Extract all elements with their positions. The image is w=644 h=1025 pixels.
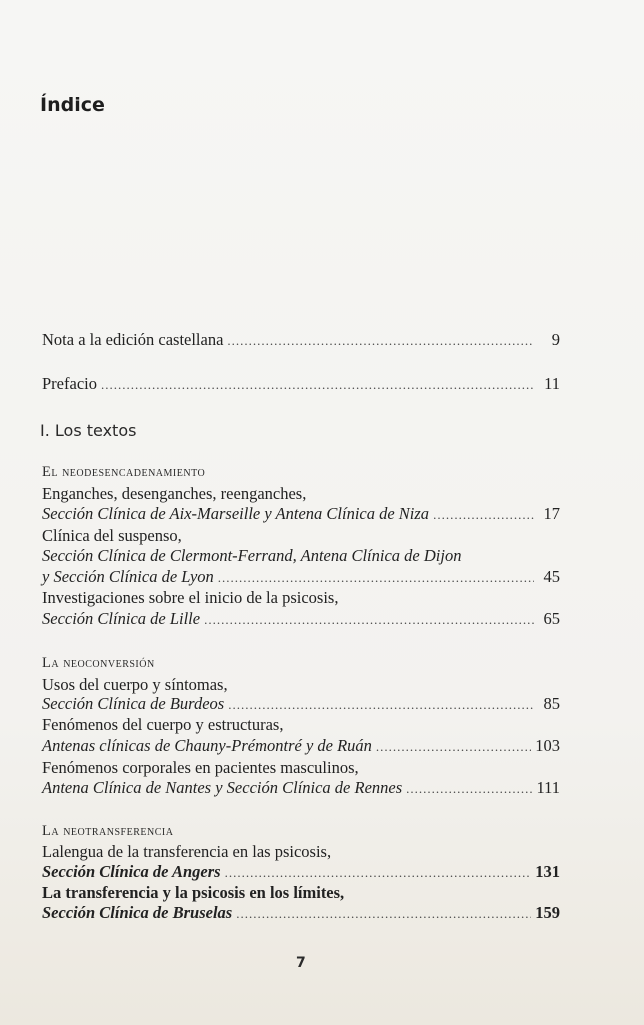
toc-entry-title: Fenómenos del cuerpo y estructuras,: [42, 715, 284, 734]
toc-entry: [42, 609, 560, 630]
toc-entry-source: Antenas clínicas de Chauny-Prémontré y de Ruán: [42, 736, 372, 755]
section-heading: La neoconversión: [42, 655, 155, 671]
toc-entry-title: Investigaciones sobre el inicio de la psicosis,: [42, 588, 339, 607]
toc-entry-title: Clínica del suspenso,: [42, 526, 182, 545]
toc-entry-source: y Sección Clínica de Lyon: [42, 567, 214, 586]
toc-entry-text: Prefacio: [42, 374, 97, 393]
toc-page-number: 45: [543, 567, 560, 586]
toc-entry-title: Enganches, desenganches, reenganches,: [42, 484, 307, 503]
leader-dots: [218, 568, 534, 588]
toc-entry: [42, 862, 560, 883]
toc-entry-text: Nota a la edición castellana: [42, 330, 224, 349]
toc-entry-title: La transferencia y la psicosis en los límites,: [42, 883, 345, 902]
leader-dots: [227, 331, 534, 351]
toc-entry-title: Lalengua de la transferencia en las psicosis,: [42, 842, 332, 861]
toc-page-number: 103: [535, 736, 560, 755]
section-heading: El neodesencadenamiento: [42, 464, 206, 480]
page-number: 7: [296, 955, 306, 971]
toc-entry-source: Sección Clínica de Bruselas: [42, 903, 233, 922]
toc-entry-source: Sección Clínica de Lille: [42, 609, 201, 628]
toc-entry-prefacio: [42, 374, 560, 395]
toc-entry: [42, 778, 560, 799]
toc-page-number: 159: [535, 903, 560, 922]
toc-entry-title: Usos del cuerpo y síntomas,: [42, 675, 228, 694]
leader-dots: [225, 863, 532, 883]
toc-entry-source: Antena Clínica de Nantes y Sección Clínica de Rennes: [42, 778, 403, 797]
toc-entry-source: Sección Clínica de Burdeos: [42, 694, 225, 713]
leader-dots: [236, 904, 531, 924]
toc-page-number: 111: [536, 778, 560, 797]
toc-entry: [42, 736, 560, 757]
toc-entry: [42, 903, 560, 924]
toc-entry-title: Fenómenos corporales en pacientes masculinos,: [42, 758, 359, 777]
toc-entry: [42, 567, 560, 588]
toc-entry-source: Sección Clínica de Angers: [42, 862, 221, 881]
toc-entry-source: Sección Clínica de Aix-Marseille y Antena Clínica de Niza: [42, 504, 430, 523]
toc-page-number: 85: [543, 694, 560, 713]
leader-dots: [406, 779, 532, 799]
toc-entry: [42, 694, 560, 715]
leader-dots: [376, 737, 531, 757]
leader-dots: [204, 610, 534, 630]
page-title: Índice: [40, 94, 105, 116]
toc-page-number: 65: [543, 609, 560, 628]
toc-entry: [42, 504, 560, 525]
leader-dots: [101, 375, 534, 395]
toc-page-number: 9: [551, 330, 560, 349]
leader-dots: [228, 695, 534, 715]
toc-page-number: 17: [543, 504, 560, 523]
leader-dots: [433, 505, 534, 525]
toc-entry-source: Sección Clínica de Clermont-Ferrand, Antena Clínica de Dijon: [42, 546, 462, 565]
toc-page-number: 131: [535, 862, 560, 881]
toc-entry-nota: [42, 330, 560, 351]
section-heading: La neotransferencia: [42, 823, 174, 839]
part-heading: I. Los textos: [40, 421, 137, 440]
toc-page-number: 11: [544, 374, 560, 393]
